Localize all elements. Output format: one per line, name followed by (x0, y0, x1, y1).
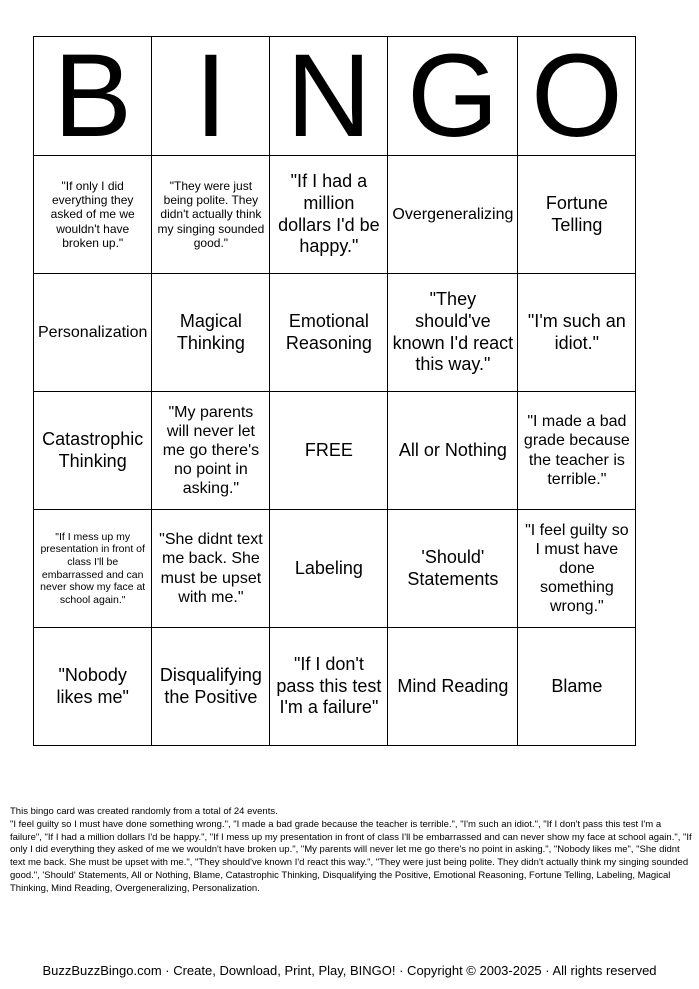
bingo-row (34, 510, 636, 628)
bingo-cell: "She didnt text me back. She must be upset with me." (152, 510, 270, 628)
free-space-cell: FREE (270, 392, 388, 510)
bingo-row (34, 156, 636, 274)
bingo-row (34, 628, 636, 746)
header-letter: O (518, 37, 636, 156)
bingo-cell: "I made a bad grade because the teacher is terrible." (518, 392, 636, 510)
bingo-cell: "If only I did everything they asked of me we wouldn't have broken up." (34, 156, 152, 274)
bingo-cell: Overgeneralizing (388, 156, 518, 274)
bingo-cell: "I feel guilty so I must have done something wrong." (518, 510, 636, 628)
header-letter: N (270, 37, 388, 156)
bingo-cell: All or Nothing (388, 392, 518, 510)
bingo-cell: 'Should' Statements (388, 510, 518, 628)
bingo-row (34, 274, 636, 392)
bingo-cell: Fortune Telling (518, 156, 636, 274)
header-letter: G (388, 37, 518, 156)
bingo-cell: Mind Reading (388, 628, 518, 746)
bingo-cell: Personalization (34, 274, 152, 392)
bingo-cell: Magical Thinking (152, 274, 270, 392)
header-letter: I (152, 37, 270, 156)
bingo-cell: "If I don't pass this test I'm a failure" (270, 628, 388, 746)
bingo-cell: Emotional Reasoning (270, 274, 388, 392)
card-description: This bingo card was created randomly from a total of 24 events. "I feel guilty so I must have done something wrong.", "I made a bad grade because the teacher is terrible.", "I'm such an idiot.", "If I don't pass this test I'm a failure", "If I had a million dollars I'd be happy.", "If I mess up my presentation in front of class I'll be embarrassed and can never show my face at school again.", "If only I did everything they asked of me we wouldn't have broken up.", "My parents will never let me go there's no point in asking.", "Nobody likes me", "She didnt text me back. She must be upset with me.", "They should've known I'd react this way.", "They were just being polite. They didn't actually think my singing sounded good.", 'Should' Statements, All or Nothing, Blame, Catastrophic Thinking, Disqualifying the Positive, Emotional Reasoning, Fortune Telling, Labeling, Magical Thinking, Mind Reading, Overgeneralizing, Personalization. (10, 806, 692, 894)
bingo-header-row (34, 37, 636, 156)
bingo-cell: "They should've known I'd react this way." (388, 274, 518, 392)
footer-copyright: BuzzBuzzBingo.com · Create, Download, Print, Play, BINGO! · Copyright © 2003-2025 · All rights reserved (42, 963, 657, 978)
bingo-cell: "Nobody likes me" (34, 628, 152, 746)
bingo-cell: Catastrophic Thinking (34, 392, 152, 510)
header-letter: B (34, 37, 152, 156)
bingo-cell: "If I mess up my presentation in front of class I'll be embarrassed and can never show my face at school again." (34, 510, 152, 628)
bingo-cell: Blame (518, 628, 636, 746)
bingo-cell: "If I had a million dollars I'd be happy." (270, 156, 388, 274)
bingo-cell: "They were just being polite. They didn't actually think my singing sounded good." (152, 156, 270, 274)
bingo-cell: "My parents will never let me go there's no point in asking." (152, 392, 270, 510)
bingo-cell: Disqualifying the Positive (152, 628, 270, 746)
bingo-cell: "I'm such an idiot." (518, 274, 636, 392)
bingo-cell: Labeling (270, 510, 388, 628)
bingo-row (34, 392, 636, 510)
bingo-card (33, 36, 636, 746)
